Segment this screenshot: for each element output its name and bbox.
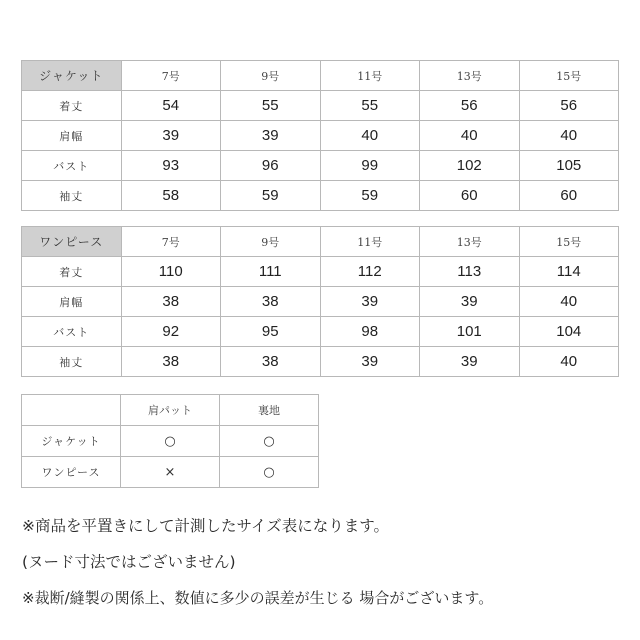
table-cell: ○: [121, 426, 220, 457]
table-cell: 39: [320, 347, 420, 377]
note-not-nude-size: (ヌード寸法ではございません): [22, 553, 236, 571]
table-cell: 54: [121, 91, 221, 121]
table-cell: 40: [420, 121, 520, 151]
row-label: バスト: [22, 317, 122, 347]
table-cell: 38: [221, 287, 321, 317]
table-row: [22, 121, 619, 151]
jacket-size-table: [21, 60, 619, 211]
table-cell: 38: [121, 347, 221, 377]
table-cell: 39: [121, 121, 221, 151]
size-header-11: 11号: [320, 61, 420, 91]
size-header-15: 15号: [519, 61, 619, 91]
table-row: [22, 347, 619, 377]
jacket-header-row: [22, 61, 619, 91]
size-header-7: 7号: [121, 61, 221, 91]
option-header-shoulder-pad: 肩パット: [121, 395, 220, 426]
table-row: [22, 181, 619, 211]
table-row: [22, 287, 619, 317]
options-table: [21, 394, 319, 488]
table-cell: 105: [519, 151, 619, 181]
table-cell: 92: [121, 317, 221, 347]
row-label: バスト: [22, 151, 122, 181]
table-cell: 58: [121, 181, 221, 211]
table-row: [22, 457, 319, 488]
table-cell: 40: [519, 121, 619, 151]
row-label: 袖丈: [22, 347, 122, 377]
table-cell: 40: [320, 121, 420, 151]
size-header-9: 9号: [221, 61, 321, 91]
table-cell: 60: [519, 181, 619, 211]
table-row: [22, 317, 619, 347]
table-cell: 56: [519, 91, 619, 121]
table-cell: 112: [320, 257, 420, 287]
row-label: 肩幅: [22, 287, 122, 317]
onepiece-table-title: ワンピース: [22, 227, 122, 257]
table-cell: 104: [519, 317, 619, 347]
table-cell: 98: [320, 317, 420, 347]
table-cell: 59: [320, 181, 420, 211]
table-cell: 96: [221, 151, 321, 181]
table-cell: 111: [221, 257, 321, 287]
table-cell: 110: [121, 257, 221, 287]
size-header-13: 13号: [420, 61, 520, 91]
table-cell: 39: [320, 287, 420, 317]
table-cell: ○: [220, 426, 319, 457]
table-row: [22, 257, 619, 287]
table-cell: 39: [420, 347, 520, 377]
table-cell: 102: [420, 151, 520, 181]
options-corner-cell: [22, 395, 121, 426]
table-cell: 101: [420, 317, 520, 347]
onepiece-size-table: [21, 226, 619, 377]
table-row: [22, 426, 319, 457]
row-label: ワンピース: [22, 457, 121, 488]
table-cell: 99: [320, 151, 420, 181]
table-cell: 39: [420, 287, 520, 317]
table-row: [22, 91, 619, 121]
table-cell: 38: [121, 287, 221, 317]
onepiece-header-row: [22, 227, 619, 257]
size-header-9: 9号: [221, 227, 321, 257]
size-header-7: 7号: [121, 227, 221, 257]
row-label: 肩幅: [22, 121, 122, 151]
table-cell: ○: [220, 457, 319, 488]
options-header-row: [22, 395, 319, 426]
table-cell: 113: [420, 257, 520, 287]
option-header-lining: 裏地: [220, 395, 319, 426]
table-cell: 39: [221, 121, 321, 151]
table-cell: 55: [320, 91, 420, 121]
table-cell: 38: [221, 347, 321, 377]
table-cell: 114: [519, 257, 619, 287]
table-cell: 40: [519, 347, 619, 377]
row-label: ジャケット: [22, 426, 121, 457]
note-measurement: ※商品を平置きにして計測したサイズ表になります。: [22, 517, 390, 535]
table-cell: 55: [221, 91, 321, 121]
table-cell: 59: [221, 181, 321, 211]
table-cell: 60: [420, 181, 520, 211]
table-cell: 95: [221, 317, 321, 347]
row-label: 袖丈: [22, 181, 122, 211]
note-tolerance: ※裁断/縫製の関係上、数値に多少の誤差が生じる 場合がございます。: [22, 589, 494, 607]
table-cell: 56: [420, 91, 520, 121]
table-cell: 93: [121, 151, 221, 181]
table-row: [22, 151, 619, 181]
size-header-11: 11号: [320, 227, 420, 257]
table-cell: 40: [519, 287, 619, 317]
table-cell: ×: [121, 457, 220, 488]
row-label: 着丈: [22, 91, 122, 121]
size-header-13: 13号: [420, 227, 520, 257]
size-header-15: 15号: [519, 227, 619, 257]
jacket-table-title: ジャケット: [22, 61, 122, 91]
row-label: 着丈: [22, 257, 122, 287]
